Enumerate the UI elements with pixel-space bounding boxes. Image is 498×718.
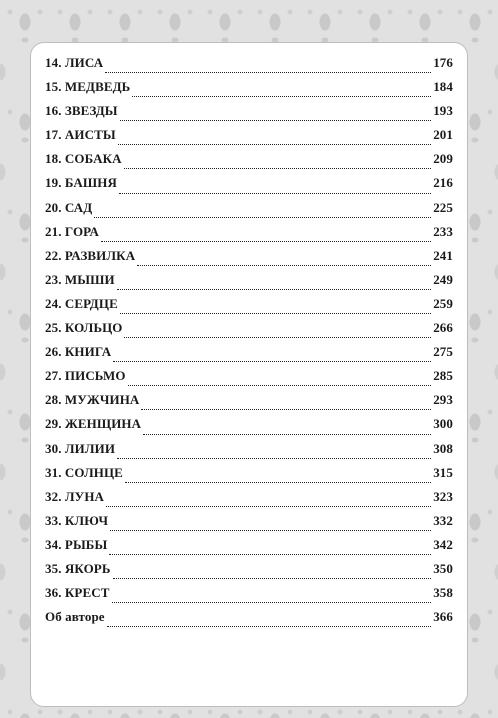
toc-entry-page: 293 — [433, 392, 453, 408]
toc-entry[interactable] — [45, 441, 453, 465]
toc-entry[interactable] — [45, 79, 453, 103]
toc-entry-title: 32. ЛУНА — [45, 488, 105, 504]
dot-leader — [132, 95, 431, 97]
dot-leader — [137, 264, 431, 266]
toc-entry-title: 19. БАШНЯ — [45, 175, 117, 191]
toc-entry-page: 332 — [433, 512, 453, 528]
toc-entry-page: 285 — [433, 368, 453, 384]
toc-entry-page: 249 — [433, 271, 453, 287]
dot-leader — [124, 336, 431, 338]
toc-entry-page: 201 — [433, 127, 453, 143]
toc-entry-title: 36. КРЕСТ — [45, 585, 110, 601]
toc-entry-page: 342 — [433, 536, 453, 552]
toc-entry-page: 300 — [433, 416, 453, 432]
toc-entry-page: 275 — [433, 344, 453, 360]
dot-leader — [107, 625, 432, 627]
toc-entry-page: 209 — [433, 151, 453, 167]
toc-entry-page: 216 — [433, 175, 453, 191]
toc-entry-title: 14. ЛИСА — [45, 55, 104, 70]
toc-entry[interactable] — [45, 416, 453, 440]
dot-leader — [128, 384, 432, 386]
toc-entry-page: 366 — [433, 609, 453, 625]
toc-entry[interactable] — [45, 609, 453, 633]
toc-entry[interactable] — [45, 127, 453, 151]
toc-entry[interactable] — [45, 248, 453, 272]
dot-leader — [106, 505, 431, 507]
toc-entry-title: 28. МУЖЧИНА — [45, 392, 140, 408]
toc-entry-page: 323 — [433, 488, 453, 504]
toc-entry[interactable] — [45, 344, 453, 368]
toc-entry-page: 241 — [433, 247, 453, 263]
toc-entry-title: 20. САД — [45, 199, 93, 215]
dot-leader — [109, 553, 431, 555]
toc-entry-page: 225 — [433, 199, 453, 215]
toc-entry-title: 30. ЛИЛИИ — [45, 440, 116, 456]
toc-entry[interactable] — [45, 489, 453, 513]
toc-entry[interactable] — [45, 175, 453, 199]
dot-leader — [117, 457, 431, 459]
dot-leader — [113, 360, 431, 362]
toc-entry[interactable] — [45, 224, 453, 248]
toc-page — [30, 42, 468, 707]
toc-entry-page: 266 — [433, 320, 453, 336]
toc-entry-title: 17. АИСТЫ — [45, 127, 116, 143]
toc-entry-page: 176 — [433, 55, 453, 70]
toc-entry-page: 350 — [433, 560, 453, 576]
toc-entry-title: 16. ЗВЕЗДЫ — [45, 103, 118, 119]
dot-leader — [112, 601, 432, 603]
toc-entry-title: 29. ЖЕНЩИНА — [45, 416, 142, 432]
toc-entry[interactable] — [45, 320, 453, 344]
toc-entry-title: 24. СЕРДЦЕ — [45, 295, 118, 311]
dot-leader — [110, 529, 431, 531]
toc-entry-page: 315 — [433, 464, 453, 480]
toc-entry[interactable] — [45, 103, 453, 127]
toc-entry-title: 21. ГОРА — [45, 223, 100, 239]
dot-leader — [124, 167, 432, 169]
dot-leader — [120, 119, 432, 121]
toc-entry[interactable] — [45, 392, 453, 416]
toc-entry[interactable] — [45, 465, 453, 489]
toc-entry-page: 233 — [433, 223, 453, 239]
dot-leader — [117, 288, 431, 290]
toc-entry-page: 308 — [433, 440, 453, 456]
toc-entry-title: 22. РАЗВИЛКА — [45, 247, 136, 263]
toc-entry-title: 34. РЫБЫ — [45, 536, 108, 552]
toc-entry[interactable] — [45, 296, 453, 320]
toc-entry-title: 27. ПИСЬМО — [45, 368, 126, 384]
dot-leader — [143, 433, 431, 435]
toc-entry-title: Об авторе — [45, 609, 105, 625]
dot-leader — [94, 216, 431, 218]
toc-entry[interactable] — [45, 561, 453, 585]
toc-entry[interactable] — [45, 55, 453, 79]
toc-entry-title: 25. КОЛЬЦО — [45, 320, 123, 336]
toc-entry-title: 18. СОБАКА — [45, 151, 122, 167]
toc-entry-title: 33. КЛЮЧ — [45, 512, 109, 528]
toc-entry-page: 358 — [433, 585, 453, 601]
toc-entry-page: 259 — [433, 295, 453, 311]
dot-leader — [125, 481, 431, 483]
table-of-contents — [45, 55, 453, 633]
toc-entry[interactable] — [45, 585, 453, 609]
toc-entry[interactable] — [45, 151, 453, 175]
dot-leader — [118, 143, 431, 145]
dot-leader — [105, 71, 431, 73]
toc-entry-page: 193 — [433, 103, 453, 119]
toc-entry-title: 31. СОЛНЦЕ — [45, 464, 123, 480]
toc-entry[interactable] — [45, 513, 453, 537]
dot-leader — [101, 240, 431, 242]
toc-entry-title: 23. МЫШИ — [45, 271, 115, 287]
toc-entry-title: 35. ЯКОРЬ — [45, 560, 111, 576]
toc-entry[interactable] — [45, 272, 453, 296]
dot-leader — [119, 192, 431, 194]
dot-leader — [120, 312, 431, 314]
toc-entry[interactable] — [45, 537, 453, 561]
dot-leader — [113, 577, 432, 579]
toc-entry-page: 184 — [433, 79, 453, 95]
toc-entry[interactable] — [45, 200, 453, 224]
toc-entry[interactable] — [45, 368, 453, 392]
dot-leader — [141, 408, 431, 410]
toc-entry-title: 15. МЕДВЕДЬ — [45, 79, 131, 95]
toc-entry-title: 26. КНИГА — [45, 344, 112, 360]
